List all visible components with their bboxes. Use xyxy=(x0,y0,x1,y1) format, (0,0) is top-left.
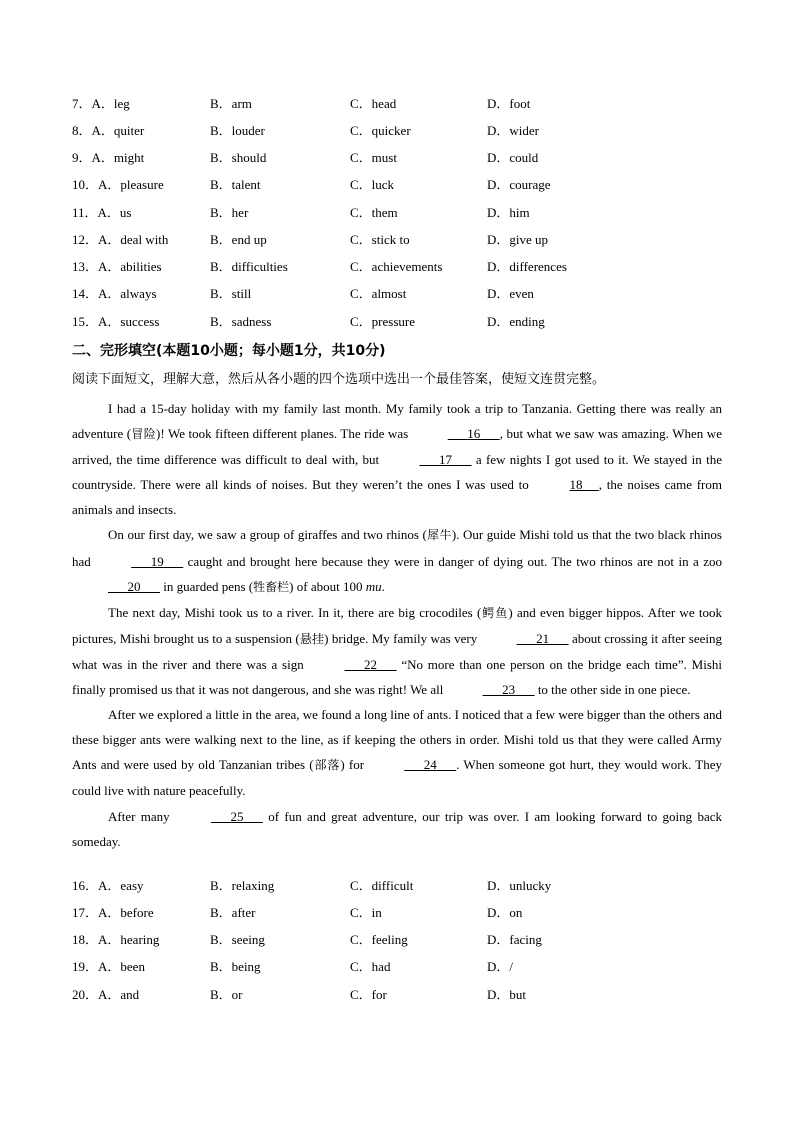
option-d: D．him xyxy=(487,205,530,220)
question-number: 7． xyxy=(72,96,92,111)
passage-text: of fun and great adventure, our trip was over. I am looking forward to going back someday. xyxy=(72,808,722,849)
option-d: D．unlucky xyxy=(487,878,552,893)
option-b: B．relaxing xyxy=(210,878,275,893)
question-number: 14． xyxy=(72,286,99,301)
paragraph-3 xyxy=(72,600,722,702)
passage-text: a few nights I got used to it. We stayed in the countryside. There were all kinds of noises. But they weren’t the ones I was used to xyxy=(72,452,722,493)
blank-number: 19 xyxy=(150,553,164,569)
passage-text: “No more than one person on the bridge each time”. Mishi finally promised us that it was not dangerous, and she was right! We all xyxy=(72,656,722,698)
option-a: A．us xyxy=(97,205,132,220)
paragraph-5 xyxy=(72,804,722,854)
paragraph-2 xyxy=(72,522,722,599)
option-c: C．luck xyxy=(350,177,395,192)
blank-23 xyxy=(447,677,535,702)
option-d: D．wider xyxy=(487,123,539,138)
option-b: B．seeing xyxy=(210,932,265,947)
option-d: D．give up xyxy=(487,232,549,247)
passage-text: ) and even bigger hippos. After we took pictures, Mishi brought us to a suspension ( xyxy=(72,604,722,646)
option-c: C．must xyxy=(350,150,397,165)
option-b: B．being xyxy=(210,959,261,974)
chinese-gloss: 牲畜栏 xyxy=(253,579,290,594)
option-b: B．after xyxy=(210,905,256,920)
question-number: 10． xyxy=(72,177,99,192)
option-d: D．ending xyxy=(487,314,545,329)
blank-20 xyxy=(72,574,160,599)
blank-number: 21 xyxy=(536,630,550,646)
option-a: A．hearing xyxy=(98,932,160,947)
option-a: A．quiter xyxy=(91,123,145,138)
option-d: D．/ xyxy=(487,959,514,974)
passage-text: ) of about 100 xyxy=(289,578,366,594)
option-c: C．for xyxy=(350,987,387,1002)
passage-text: , but what we saw was amazing. When we arrived, the time difference was difficult to deal with, but xyxy=(72,426,722,468)
question-number: 9． xyxy=(72,150,92,165)
question-number: 17． xyxy=(72,905,99,920)
option-a: A．been xyxy=(98,959,145,974)
question-number: 20． xyxy=(72,987,99,1002)
option-c: C．head xyxy=(350,96,397,111)
option-a: A．might xyxy=(91,150,145,165)
blank-17 xyxy=(384,447,472,472)
blank-number: 16 xyxy=(467,426,481,442)
unit-mu: mu xyxy=(365,578,382,594)
option-a: A．abilities xyxy=(98,259,162,274)
option-c: C．feeling xyxy=(350,932,408,947)
paragraph-1 xyxy=(72,396,722,522)
option-b: B．talent xyxy=(210,177,261,192)
blank-number: 22 xyxy=(364,656,378,672)
option-a: A．easy xyxy=(98,878,144,893)
blank-24 xyxy=(368,752,456,777)
passage-text: ). Our guide Mishi told us that the two black rhinos had xyxy=(72,527,722,569)
option-c: C．them xyxy=(350,205,398,220)
passage-text: , the noises came from animals and insects. xyxy=(72,477,722,518)
blank-number: 17 xyxy=(439,452,453,468)
section-heading: 二、完形填空(本题10小题；每小题1分，共10分) xyxy=(72,343,386,359)
option-d: D．but xyxy=(487,987,527,1002)
passage-text: I had a 15-day holiday with my family last month. My family took a trip to Tanzania. Getting there was really an adventure ( xyxy=(72,401,722,442)
option-d: D．courage xyxy=(487,177,551,192)
option-b: B．sadness xyxy=(210,314,272,329)
option-d: D．on xyxy=(487,905,523,920)
passage-text: to the other side in one piece. xyxy=(534,682,691,698)
passage-text: . xyxy=(381,578,385,594)
option-a: A．deal with xyxy=(98,232,169,247)
passage-text: in guarded pens ( xyxy=(160,578,254,594)
blank-18 xyxy=(534,472,599,497)
option-d: D．could xyxy=(487,150,539,165)
passage-text: The next day, Mishi took us to a river. In it, there are big crocodiles ( xyxy=(108,604,482,620)
option-a: A．leg xyxy=(91,96,130,111)
chinese-gloss: 冒险 xyxy=(131,427,156,442)
question-number: 11． xyxy=(72,205,98,220)
blank-19 xyxy=(95,549,183,574)
option-a: A．pleasure xyxy=(98,177,164,192)
option-c: C．had xyxy=(350,959,391,974)
blank-22 xyxy=(309,652,397,677)
blank-21 xyxy=(481,626,569,651)
option-b: B．still xyxy=(210,286,252,301)
option-a: A．success xyxy=(98,314,160,329)
option-c: C．stick to xyxy=(350,232,410,247)
option-a: A．always xyxy=(98,286,157,301)
option-b: B．or xyxy=(210,987,243,1002)
option-a: A．before xyxy=(98,905,154,920)
passage-text: ) for xyxy=(340,757,369,773)
question-number: 15． xyxy=(72,314,99,329)
question-number: 8． xyxy=(72,123,92,138)
option-c: C．almost xyxy=(350,286,407,301)
question-number: 13． xyxy=(72,259,99,274)
option-c: C．difficult xyxy=(350,878,414,893)
option-c: C．quicker xyxy=(350,123,411,138)
passage-text: ) bridge. My family was very xyxy=(324,630,481,646)
passage-text: After many xyxy=(108,808,175,824)
option-d: D．foot xyxy=(487,96,531,111)
blank-number: 25 xyxy=(230,808,244,824)
passage-text: about crossing it after seeing what was in the river and there was a sign xyxy=(72,630,722,672)
option-b: B．end up xyxy=(210,232,267,247)
blank-number: 24 xyxy=(423,757,437,773)
passage-text: After we explored a little in the area, we found a long line of ants. I noticed that a few were bigger than the others and these bigger ants were walking next to the line, as if keeping the others in order. Mishi told us that they were called Army Ants and were used by old Tanzanian tribes ( xyxy=(72,707,722,773)
cloze-passage xyxy=(72,396,722,854)
blank-number: 20 xyxy=(127,578,141,594)
blank-number: 18 xyxy=(569,477,583,493)
option-b: B．arm xyxy=(210,96,252,111)
chinese-gloss: 鳄鱼 xyxy=(481,605,509,620)
chinese-gloss: 部落 xyxy=(313,758,341,773)
question-number: 12． xyxy=(72,232,99,247)
passage-text: )! We took fifteen different planes. The ride was xyxy=(156,426,412,442)
option-d: D．differences xyxy=(487,259,567,274)
question-number: 19． xyxy=(72,959,99,974)
option-c: C．achievements xyxy=(350,259,443,274)
chinese-gloss: 悬挂 xyxy=(299,631,325,646)
option-d: D．even xyxy=(487,286,534,301)
paragraph-4 xyxy=(72,702,722,803)
question-number: 18． xyxy=(72,932,99,947)
passage-text: . When someone got hurt, they would work. They could live with nature peacefully. xyxy=(72,757,722,799)
option-b: B．her xyxy=(210,205,249,220)
option-b: B．difficulties xyxy=(210,259,288,274)
blank-16 xyxy=(412,421,500,446)
option-d: D．facing xyxy=(487,932,542,947)
blank-number: 23 xyxy=(502,682,516,698)
option-c: C．pressure xyxy=(350,314,415,329)
chinese-gloss: 犀牛 xyxy=(426,528,452,543)
option-c: C．in xyxy=(350,905,382,920)
passage-text: caught and brought here because they were in danger of dying out. The two rhinos are not in a zoo xyxy=(183,553,722,569)
section-instruction: 阅读下面短文，理解大意，然后从各小题的四个选项中选出一个最佳答案，使短文连贯完整。 xyxy=(72,372,606,387)
option-a: A．and xyxy=(98,987,140,1002)
question-number: 16． xyxy=(72,878,99,893)
option-b: B．should xyxy=(210,150,267,165)
option-b: B．louder xyxy=(210,123,265,138)
passage-text: On our first day, we saw a group of giraffes and two rhinos ( xyxy=(108,527,427,543)
blank-25 xyxy=(175,804,263,829)
